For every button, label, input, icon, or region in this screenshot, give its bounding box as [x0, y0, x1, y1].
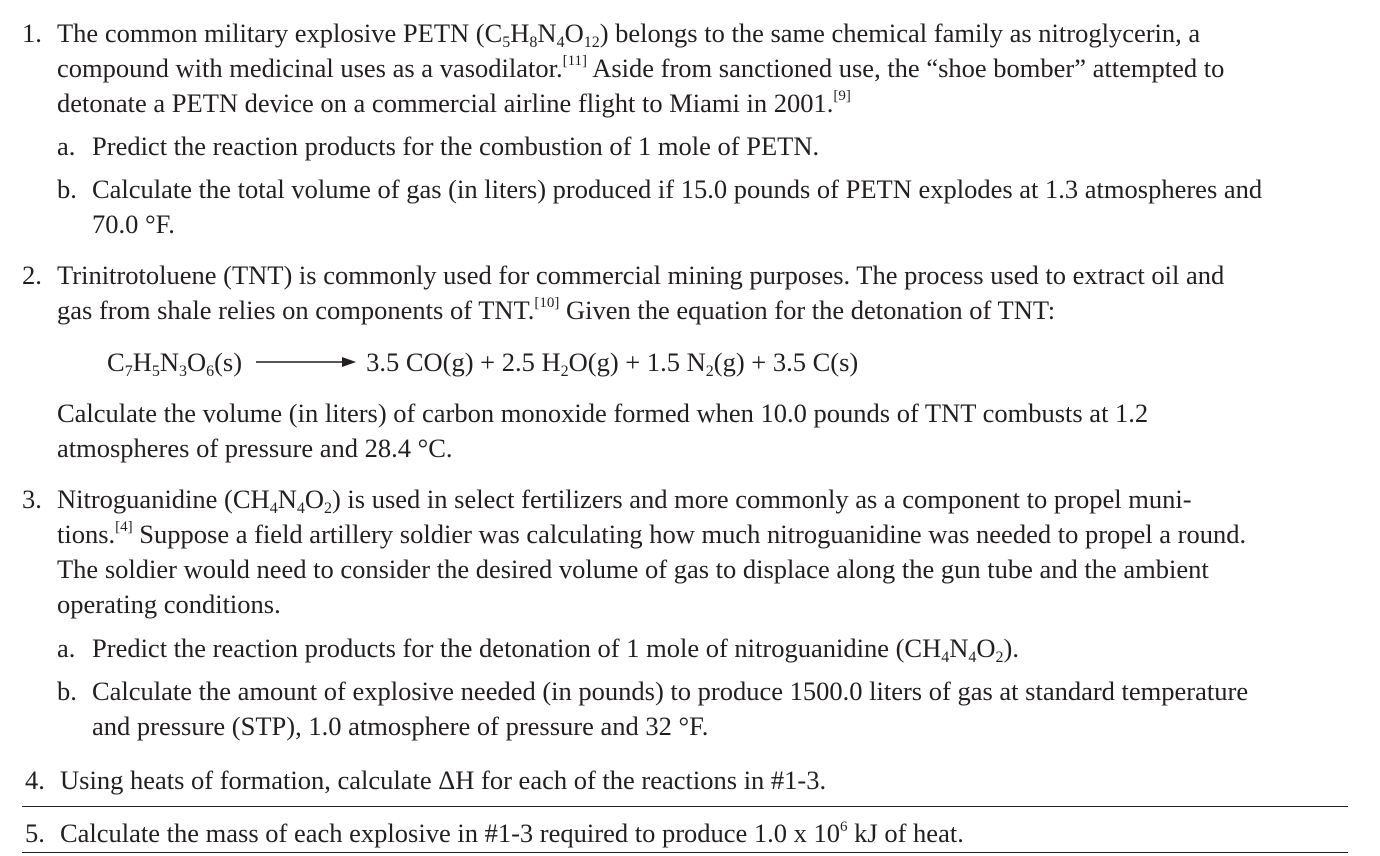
stem-line	[57, 293, 1367, 328]
citation-ref: [11]	[562, 53, 588, 69]
subpart-label: a.	[57, 131, 76, 161]
subscript: 2	[560, 363, 569, 380]
text-run: Aside from sanctioned use, the “shoe bomber” attempted to	[587, 53, 1225, 83]
subscript: 6	[206, 363, 215, 380]
text-run: N	[277, 484, 297, 514]
subscript: 4	[296, 500, 305, 517]
superscript: 6	[840, 819, 848, 835]
text-run: C	[107, 347, 125, 377]
question-number: 1.	[22, 18, 42, 48]
stem-line: operating conditions.	[57, 589, 281, 619]
subscript: 5	[151, 363, 160, 380]
reaction-arrow-icon	[256, 356, 356, 368]
subpart-text: Predict the reaction products for the combustion of 1 mole of PETN.	[92, 131, 820, 161]
question-number: 4.	[25, 765, 45, 795]
text-run: (g) + 3.5 C(s)	[713, 347, 859, 377]
text-run: O	[976, 633, 996, 663]
stem-line	[57, 51, 1367, 86]
text-run: O	[564, 18, 584, 48]
stem-line	[57, 16, 1367, 51]
subpart-label: a.	[57, 633, 76, 663]
subscript: 2	[323, 500, 332, 517]
text-run: kJ of heat.	[847, 818, 964, 848]
subpart-label: b.	[57, 174, 77, 204]
subscript: 2	[995, 649, 1004, 666]
text-line: Calculate the amount of explosive needed (in pounds) to produce 1500.0 liters of gas at standard temperature	[92, 676, 1249, 706]
text-run: (s)	[214, 347, 243, 377]
text-run: Given the equation for the detonation of TNT:	[559, 295, 1056, 325]
question-number: 3.	[22, 484, 42, 514]
text-run: N	[949, 633, 969, 663]
question-3-stem	[57, 482, 1367, 622]
subscript: 3	[178, 363, 187, 380]
text-line: 70.0 °F.	[92, 209, 175, 239]
subpart-label: b.	[57, 676, 77, 706]
text-run: Suppose a field artillery soldier was calculating how much nitroguanidine was needed to propel a round.	[132, 519, 1247, 549]
stem-line	[57, 86, 1367, 121]
subscript: 5	[502, 34, 511, 51]
text-run: O	[186, 347, 207, 377]
text-run: ) belongs to the same chemical family as nitroglycerin, a	[599, 18, 1201, 48]
stem-line: Trinitrotoluene (TNT) is commonly used for commercial mining purposes. The process used to extract oil and	[57, 260, 1225, 290]
text-line: Calculate the volume (in liters) of carbon monoxide formed when 10.0 pounds of TNT combusts at 1.2	[57, 398, 1149, 428]
question-2-stem	[57, 258, 1367, 328]
text-run: Predict the reaction products for the detonation of 1 mole of nitroguanidine (CH	[92, 633, 942, 663]
question-number: 5.	[25, 818, 45, 848]
text-run: tions.	[57, 519, 116, 549]
subscript: 4	[968, 649, 977, 666]
text-line: and pressure (STP), 1.0 atmosphere of pressure and 32 °F.	[92, 711, 709, 741]
text-run: N	[159, 347, 179, 377]
subpart-text	[92, 674, 1248, 744]
chemical-equation	[107, 345, 858, 380]
text-run: O	[304, 484, 324, 514]
subpart-text	[92, 172, 1262, 242]
citation-ref: [4]	[115, 519, 133, 535]
text-run: Calculate the mass of each explosive in #1-3 required to produce 1.0 x 10	[60, 818, 841, 848]
citation-ref: [9]	[833, 88, 851, 104]
stem-line: The soldier would need to consider the desired volume of gas to displace along the gun tube and the ambient	[57, 554, 1209, 584]
stem-line	[57, 482, 1367, 517]
divider-line	[22, 806, 1348, 807]
subscript: 4	[269, 500, 278, 517]
text-line: atmospheres of pressure and 28.4 °C.	[57, 433, 453, 463]
text-run: N	[537, 18, 557, 48]
text-run: compound with medicinal uses as a vasodilator.	[57, 53, 563, 83]
divider-line	[22, 852, 1348, 853]
text-run: Nitroguanidine (CH	[57, 484, 270, 514]
text-run: detonate a PETN device on a commercial airline flight to Miami in 2001.	[57, 88, 834, 118]
citation-ref: [10]	[534, 295, 560, 311]
text-run: ) is used in select fertilizers and more commonly as a component to propel muni-	[331, 484, 1192, 514]
text-run: H	[132, 347, 152, 377]
subscript: 12	[583, 34, 600, 51]
text-run: gas from shale relies on components of TNT.	[57, 295, 535, 325]
text-run: H	[510, 18, 530, 48]
question-2-task-text	[57, 396, 1367, 466]
text-run: O(g) + 1.5 N	[568, 347, 706, 377]
text-run: ).	[1003, 633, 1019, 663]
subpart-text	[92, 631, 1019, 666]
subscript: 2	[705, 363, 714, 380]
text-run: 3.5 CO(g) + 2.5 H	[366, 347, 561, 377]
subscript: 8	[529, 34, 538, 51]
text-run: The common military explosive PETN (C	[57, 18, 503, 48]
subscript: 7	[124, 363, 133, 380]
question-4-text: Using heats of formation, calculate ΔH for each of the reactions in #1-3.	[60, 765, 827, 795]
question-1-stem	[57, 16, 1367, 121]
stem-line	[57, 517, 1367, 552]
subscript: 4	[556, 34, 565, 51]
question-5-text	[60, 816, 1370, 851]
subscript: 4	[941, 649, 950, 666]
question-number: 2.	[22, 260, 42, 290]
text-line: Calculate the total volume of gas (in liters) produced if 15.0 pounds of PETN explodes at 1.3 atmospheres and	[92, 174, 1263, 204]
